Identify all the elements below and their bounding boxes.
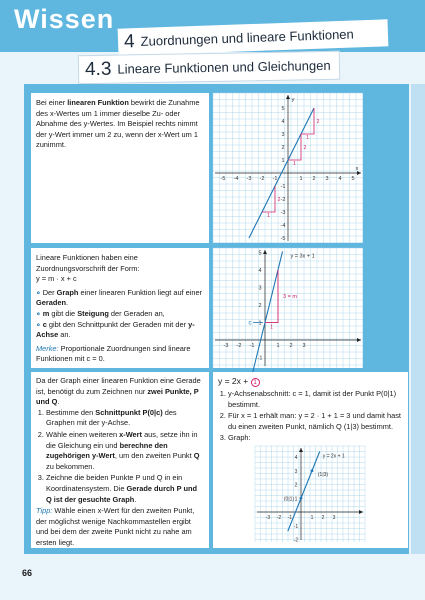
y-tick-label: 4 bbox=[258, 267, 262, 274]
y-tick-label: -2 bbox=[280, 197, 286, 203]
block2-bullet-1: ∘ Der Graph einer linearen Funktion liegt auf einer Geraden. bbox=[36, 287, 203, 308]
y-tick-label: 5 bbox=[258, 250, 262, 257]
x-tick-label: -1 bbox=[249, 343, 255, 349]
step-rise-label: 2 bbox=[303, 145, 307, 151]
function-line bbox=[288, 452, 320, 532]
block3-step-2: 2. Wähle einen weiteren x-Wert aus, setze ihn in die Gleichung ein und berechne den zugehörigen y-Wert, um den zweiten Punkt Q zu bekommen. bbox=[46, 430, 204, 472]
y-tick-label: 5 bbox=[281, 106, 285, 112]
y-tick-label: 1 bbox=[294, 496, 298, 503]
x-tick-label: 3 bbox=[302, 343, 306, 349]
y-tick-label: -3 bbox=[280, 210, 286, 216]
page-title: Wissen bbox=[14, 4, 115, 34]
block4-panel bbox=[213, 372, 408, 548]
x-tick-label: 1 bbox=[276, 343, 280, 349]
page-number: 66 bbox=[22, 568, 33, 578]
section-number: 4.3 bbox=[84, 58, 112, 80]
x-tick-label: 5 bbox=[351, 176, 355, 182]
step-run-label: 1 bbox=[293, 161, 296, 167]
x-tick-label: 2 bbox=[321, 515, 325, 521]
block4-step-2: 2. Für x = 1 erhält man: y = 2 · 1 + 1 = 3 und damit hast du einen zweiten Punkt, nämlich Q (1|3) bestimmt. bbox=[228, 411, 403, 432]
x-tick-label: -3 bbox=[246, 176, 252, 182]
line-label: y = 3x + 1 bbox=[290, 253, 315, 260]
y-tick-label: 3 bbox=[294, 468, 298, 475]
x-tick-label: -3 bbox=[223, 343, 229, 349]
block1-term: linearen Funktion bbox=[67, 98, 129, 107]
step-run-label: 1 bbox=[270, 324, 273, 331]
step-run-label: 1 bbox=[267, 213, 270, 219]
line-label: y = 2x + 1 bbox=[322, 453, 345, 460]
y-tick-label: -5 bbox=[280, 236, 286, 242]
y-tick-label: -1 bbox=[293, 523, 299, 530]
x-tick-label: 4 bbox=[338, 176, 342, 182]
x-tick-label: 2 bbox=[289, 343, 293, 349]
block3-text bbox=[31, 372, 209, 548]
y-tick-label: 4 bbox=[281, 119, 285, 125]
point-q-label: (1|3) bbox=[317, 471, 329, 478]
y-tick-label: 3 bbox=[281, 132, 285, 138]
y-arrow bbox=[263, 250, 267, 254]
block1-graph bbox=[213, 93, 363, 243]
y-tick-label: 1 bbox=[281, 158, 285, 164]
block2-bullet-2: ∘ m gibt die Steigung der Geraden an, bbox=[36, 308, 165, 318]
y-arrow bbox=[299, 448, 303, 452]
y-tick-label: 1 bbox=[258, 320, 262, 327]
y-tick-label: -2 bbox=[293, 537, 299, 544]
block4-step-3: 3. Graph: bbox=[228, 433, 403, 444]
x-tick-label: -5 bbox=[220, 176, 226, 182]
block4-step-1: 1. y-Achsenabschnitt: c = 1, damit ist der Punkt P(0|1) bestimmt. bbox=[228, 389, 403, 410]
x-tick-label: 3 bbox=[332, 515, 336, 521]
point-p-label: (0|1) bbox=[283, 496, 295, 503]
x-tick-label: -2 bbox=[276, 515, 282, 521]
section-title: Lineare Funktionen und Gleichungen bbox=[117, 57, 331, 77]
block3-steps bbox=[36, 408, 204, 505]
y-tick-label: 2 bbox=[294, 482, 298, 489]
step-run-label: 1 bbox=[306, 135, 309, 141]
x-tick-label: -3 bbox=[265, 515, 271, 521]
block3-step-3: 3. Zeichne die beiden Punkte P und Q in ein Koordinatensystem. Die Gerade durch P und Q ist der gesuchte Graph. bbox=[46, 473, 204, 505]
point-p bbox=[300, 497, 303, 500]
x-arrow bbox=[359, 510, 363, 514]
block1-graph-panel bbox=[213, 93, 363, 243]
x-tick-label: -1 bbox=[287, 515, 293, 521]
y-axis-label: y bbox=[291, 97, 295, 103]
chapter-number: 4 bbox=[123, 30, 135, 52]
y-tick-label: 2 bbox=[281, 145, 285, 151]
block1-text bbox=[31, 93, 209, 243]
x-tick-label: -4 bbox=[233, 176, 239, 182]
x-arrow bbox=[357, 338, 361, 342]
block4-equation: y = 2x + 1 bbox=[218, 376, 403, 387]
block2-graph-panel bbox=[213, 248, 363, 368]
intercept-label: c bbox=[248, 320, 252, 327]
y-arrow bbox=[286, 95, 290, 99]
section-heading bbox=[78, 51, 340, 85]
x-axis-label: x bbox=[355, 166, 359, 172]
block3-tipp: Tipp: Wähle einen x-Wert für den zweiten Punkt, der möglichst wenige Nachkommastellen ergibt und bei dem der zweite Punkt nicht zu nahe am ersten liegt. bbox=[36, 506, 195, 547]
x-tick-label: -2 bbox=[236, 343, 242, 349]
block2-formula: y = m · x + c bbox=[36, 274, 77, 284]
block4-graph bbox=[255, 446, 365, 542]
intercept-circle: 1 bbox=[251, 378, 260, 387]
y-tick-label: 4 bbox=[294, 455, 298, 461]
x-tick-label: 1 bbox=[310, 515, 314, 521]
block2-graph bbox=[213, 248, 363, 368]
block2-bullet-3: ∘ c gibt den Schnittpunkt der Geraden mit der y-Achse an. bbox=[36, 319, 195, 340]
block4-steps bbox=[218, 389, 403, 444]
right-stripe bbox=[411, 84, 425, 554]
step-rise-label: 2 bbox=[277, 197, 281, 203]
block3-intro: Da der Graph einer linearen Funktion eine Gerade ist, benötigt du zum Zeichnen nur zwei Punkte, P und Q. bbox=[36, 376, 201, 407]
y-tick-label: -1 bbox=[280, 184, 286, 190]
block1-text-post: bewirkt die Zunahme des x-Wertes um 1 immer dieselbe Zu- oder Abnahme des y-Wertes. Im Beispiel rechts nimmt der y-Wert immer um 2 zu, wenn der x-Wert um 1 zunimmt. bbox=[36, 98, 200, 150]
x-tick-label: 2 bbox=[312, 176, 316, 182]
x-tick-label: 3 bbox=[325, 176, 329, 182]
x-tick-label: -2 bbox=[259, 176, 265, 182]
block1-text-pre: Bei einer bbox=[36, 98, 68, 107]
step-rise-label: 2 bbox=[316, 119, 320, 125]
block2-text bbox=[31, 248, 209, 368]
y-tick-label: 3 bbox=[258, 285, 262, 292]
block3-step-1: 1. Bestimme den Schnittpunkt P(0|c) des Graphen mit der y-Achse. bbox=[46, 408, 204, 429]
slope-label: 3 = m bbox=[283, 294, 297, 301]
point-q bbox=[311, 469, 314, 472]
x-tick-label: -1 bbox=[272, 176, 278, 182]
y-tick-label: 2 bbox=[258, 302, 262, 309]
block2-intro: Lineare Funktionen haben eine Zuordnungsvorschrift der Form: bbox=[36, 253, 140, 273]
y-tick-label: -4 bbox=[280, 223, 286, 229]
x-tick-label: 1 bbox=[299, 176, 303, 182]
block2-merke: Merke: Proportionale Zuordnungen sind lineare Funktionen mit c = 0. bbox=[36, 343, 191, 364]
y-tick-label: -1 bbox=[257, 355, 263, 362]
chapter-title: Zuordnungen und lineare Funktionen bbox=[140, 26, 354, 49]
